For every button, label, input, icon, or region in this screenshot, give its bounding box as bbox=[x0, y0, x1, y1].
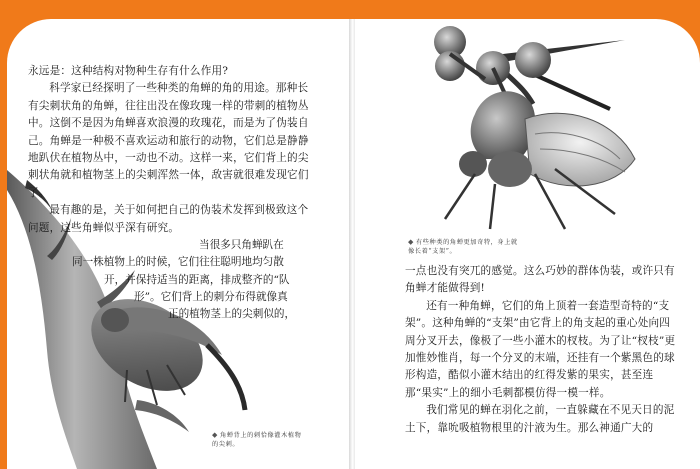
right-caption bbox=[408, 238, 518, 256]
paragraph-3: 还有一种角蝉，它们的角上顶着一套造型奇特的“支架”。这种角蝉的“支架”由它背上的角支起的重心处向四周分叉开去，像极了一些小灌木的杈枝。为了让“杈枝”更加惟妙惟肖，每一个分叉的末端，还挂有一个紫黑色的球形构造，酷似小灌木结出的红得发紫的果实，甚至连那“果实”上的细小毛刺都模仿得一模一样。 bbox=[405, 299, 676, 399]
wrap-line-2: 同一株植物上的时候，它们往往聪明地均匀散 bbox=[72, 256, 284, 268]
paragraph-1: 科学家已经探明了一些种类的角蝉的角的用途。那种长有尖刺状角的角蝉，往往出没在像玫瑰一样的带刺的植物丛中。这倒不是因为角蝉喜欢浪漫的玫瑰花，而是为了伪装自己。角蝉是一种极不喜欢运动和旅行的动物，它们总是静静地趴伏在植物丛中，一动也不动。这样一来，它们背上的尖刺状角就和植物茎上的尖刺浑然一体，敌害就很难发现它们了。 bbox=[28, 82, 309, 199]
book-gutter bbox=[349, 19, 355, 469]
wrap-line-3: 开，并保持适当的距离，排成整齐的“队 bbox=[104, 274, 290, 286]
continuation-text: 一点也没有突兀的感觉。这么巧妙的群体伪装，或许只有角蝉才能做得到! bbox=[405, 265, 675, 295]
wrap-line-4: 形”。它们背上的刺分布得就像真 bbox=[134, 291, 288, 303]
diamond-bullet-icon: ◆ bbox=[408, 238, 414, 246]
right-caption-text: 有些种类的角蝉更加奇特，身上就像长着“支架”。 bbox=[408, 239, 518, 255]
paragraph-2: 最有趣的是，关于如何把自己的伪装术发挥到极致这个问题，这些角蝉似乎深有研究。 bbox=[28, 204, 309, 234]
left-text-column bbox=[28, 63, 311, 237]
left-caption-text: 角蝉背上的刺恰像灌木植物的尖刺。 bbox=[212, 432, 302, 448]
right-text-column bbox=[405, 263, 677, 437]
intro-line: 永远是：这种结构对物种生存有什么作用? bbox=[28, 65, 229, 77]
left-caption bbox=[212, 431, 302, 449]
paragraph-4: 我们常见的蝉在羽化之前，一直躲藏在不见天日的泥土下，靠吮吸植物根里的汁液为生。那么神通广大的 bbox=[405, 404, 675, 434]
bocydium-treehopper-illustration bbox=[415, 24, 650, 236]
wrap-line-5: 正的植物茎上的尖刺似的， bbox=[168, 308, 296, 320]
wrap-line-1: 当很多只角蝉趴在 bbox=[199, 239, 284, 251]
diamond-bullet-icon: ◆ bbox=[212, 431, 218, 439]
